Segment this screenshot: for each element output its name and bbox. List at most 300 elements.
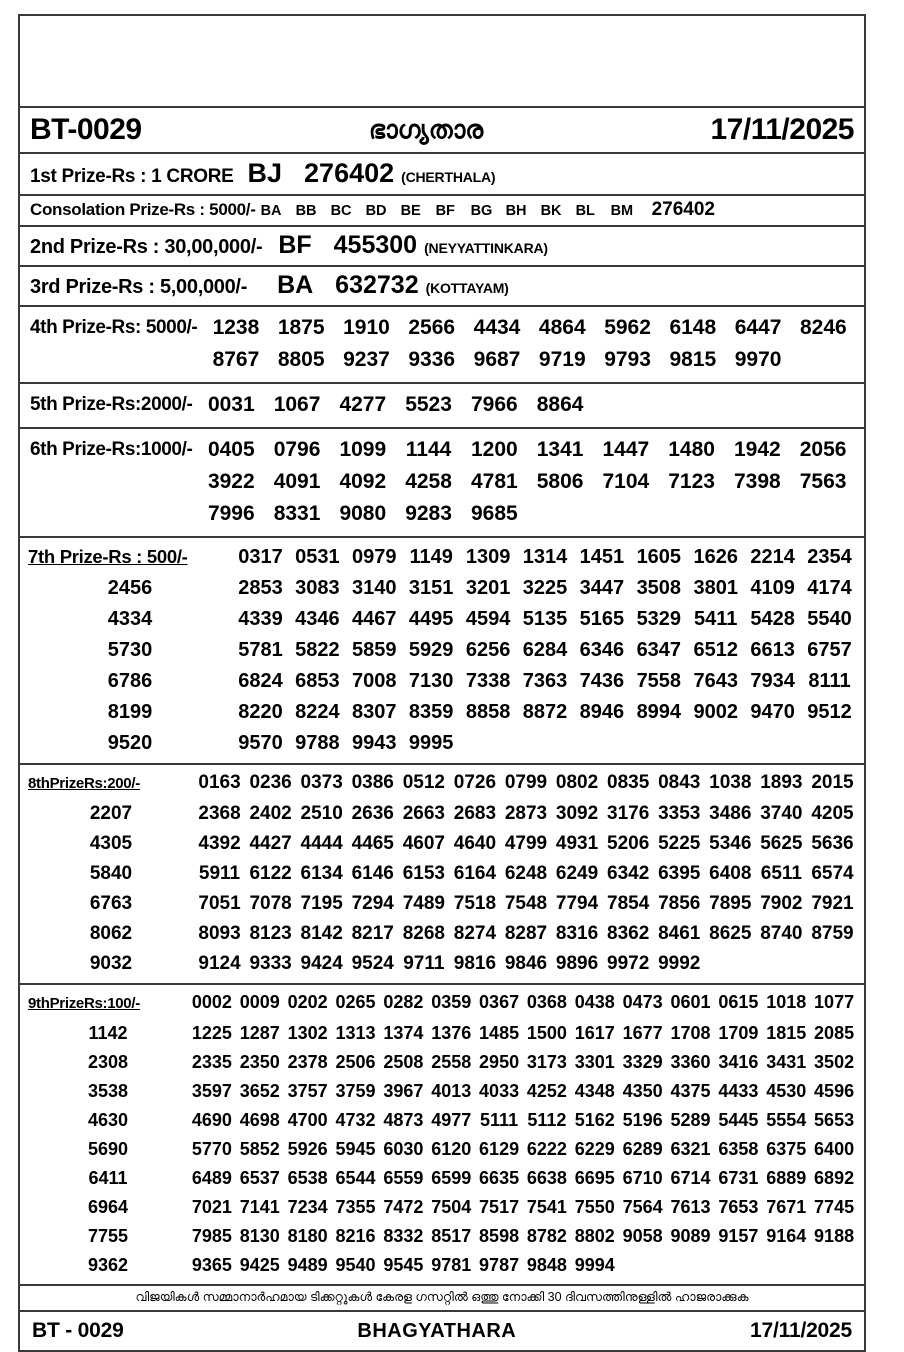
prize-number: 3151 bbox=[408, 577, 454, 599]
third-prize-label: 3rd Prize-Rs : 5,00,000/- bbox=[30, 276, 248, 298]
prize-number: 3201 bbox=[465, 577, 511, 599]
prize-number: 1374 bbox=[383, 1023, 424, 1043]
prize-number: 2456 bbox=[107, 577, 153, 599]
second-prize-number: 455300 bbox=[333, 231, 418, 259]
prize-number: 7130 bbox=[408, 670, 454, 692]
prize-number: 4375 bbox=[670, 1081, 711, 1101]
prize-number: 5111 bbox=[480, 1110, 519, 1130]
prize-number: 6249 bbox=[555, 863, 599, 884]
prize-number: 1144 bbox=[405, 438, 452, 461]
prize-number: 7558 bbox=[636, 670, 682, 692]
consolation-series-code: BE bbox=[400, 203, 421, 219]
prize-number: 9283 bbox=[405, 502, 452, 525]
prize-number: 7854 bbox=[607, 893, 650, 914]
document-footer bbox=[20, 1312, 864, 1350]
prize-number: 8759 bbox=[811, 923, 854, 944]
prize-number: 9333 bbox=[249, 953, 292, 974]
prize-number: 4433 bbox=[718, 1081, 759, 1101]
document-header bbox=[20, 108, 864, 154]
prize-number: 8123 bbox=[249, 923, 292, 944]
prize-number: 3757 bbox=[287, 1081, 328, 1101]
prize-number: 3486 bbox=[709, 803, 752, 824]
prize-number: 5625 bbox=[760, 833, 803, 854]
prize-number: 9424 bbox=[300, 953, 343, 974]
prize-number: 6222 bbox=[526, 1139, 567, 1159]
prize-number: 9846 bbox=[504, 953, 548, 974]
prize-number: 3538 bbox=[87, 1081, 129, 1101]
claim-note: വിജയികൾ സമ്മാനാർഹമായ ടിക്കറ്റുകൾ കേരള ഗസറ്റിൽ ഒത്തു നോക്കി 30 ദിവസത്തിനുള്ളിൽ ഹാജരാക്കുക bbox=[20, 1286, 864, 1312]
prize-number: 6030 bbox=[383, 1139, 424, 1159]
prize-number: 5554 bbox=[766, 1110, 807, 1130]
prize-number: 4640 bbox=[453, 833, 497, 854]
prize-number: 1149 bbox=[409, 546, 453, 568]
prize-number: 6289 bbox=[622, 1139, 663, 1159]
prize-number: 2950 bbox=[479, 1052, 520, 1072]
prize-number: 4495 bbox=[408, 608, 454, 630]
prize-number: 0843 bbox=[658, 772, 701, 793]
prize-number: 7643 bbox=[693, 670, 738, 692]
prize-number: 1626 bbox=[693, 546, 738, 568]
prize-number: 4931 bbox=[555, 833, 599, 854]
prize-number: 6395 bbox=[658, 863, 701, 884]
draw-date: 17/11/2025 bbox=[710, 113, 854, 146]
prize-number: 0236 bbox=[249, 772, 292, 793]
prize-number: 8307 bbox=[352, 701, 397, 723]
prize-number: 0373 bbox=[300, 772, 343, 793]
prize-number: 0726 bbox=[453, 772, 497, 793]
prize-number: 4013 bbox=[431, 1081, 472, 1101]
prize-number: 6763 bbox=[89, 893, 133, 914]
fourth-prize-label: 4th Prize-Rs: 5000/- bbox=[30, 317, 198, 338]
prize-number: 1341 bbox=[536, 438, 584, 461]
prize-number: 7745 bbox=[814, 1197, 855, 1217]
prize-number: 4465 bbox=[351, 833, 394, 854]
prize-number: 3353 bbox=[658, 803, 701, 824]
prize-number: 0002 bbox=[191, 992, 232, 1012]
prize-number: 0796 bbox=[273, 438, 321, 461]
prize-number: 3447 bbox=[579, 577, 625, 599]
prize-number: 9002 bbox=[693, 701, 738, 723]
prize-number: 6256 bbox=[465, 639, 511, 661]
prize-number: 4873 bbox=[383, 1110, 424, 1130]
prize-number: 7563 bbox=[799, 470, 847, 493]
prize-number: 1099 bbox=[339, 438, 387, 461]
prize-number: 4444 bbox=[300, 833, 343, 854]
prize-number: 5840 bbox=[89, 863, 133, 884]
prize-number: 1708 bbox=[670, 1023, 711, 1043]
prize-number: 6248 bbox=[504, 863, 548, 884]
prize-number: 2378 bbox=[287, 1052, 328, 1072]
prize-number: 7141 bbox=[239, 1197, 280, 1217]
prize-number: 4434 bbox=[473, 316, 521, 339]
prize-number: 2510 bbox=[300, 803, 343, 824]
prize-number: 5859 bbox=[352, 639, 397, 661]
prize-number: 9489 bbox=[287, 1255, 328, 1275]
prize-number: 1067 bbox=[273, 393, 321, 416]
prize-number: 7755 bbox=[87, 1226, 129, 1246]
prize-number: 5636 bbox=[811, 833, 854, 854]
prize-number: 4467 bbox=[352, 608, 397, 630]
prize-number: 8994 bbox=[636, 701, 682, 723]
prize-number: 4427 bbox=[249, 833, 292, 854]
prize-number: 3083 bbox=[295, 577, 340, 599]
consolation-series-code: BB bbox=[295, 203, 317, 219]
prize-number: 4392 bbox=[198, 833, 241, 854]
prize-number: 6731 bbox=[718, 1168, 759, 1188]
prize-number: 6714 bbox=[670, 1168, 711, 1188]
prize-number: 0531 bbox=[295, 546, 340, 568]
prize-number: 7472 bbox=[383, 1197, 424, 1217]
prize-number: 8268 bbox=[402, 923, 445, 944]
prize-number: 6599 bbox=[431, 1168, 472, 1188]
prize-number: 5770 bbox=[191, 1139, 232, 1159]
prize-number: 4799 bbox=[504, 833, 548, 854]
prize-number: 5112 bbox=[527, 1110, 567, 1130]
prize-number: 5206 bbox=[607, 833, 650, 854]
prize-number: 0835 bbox=[607, 772, 650, 793]
consolation-series-code: BH bbox=[505, 203, 527, 219]
prize-number: 3092 bbox=[555, 803, 599, 824]
prize-number: 1287 bbox=[239, 1023, 280, 1043]
prize-number: 4346 bbox=[295, 608, 340, 630]
prize-number: 3416 bbox=[718, 1052, 759, 1072]
prize-number: 9520 bbox=[107, 732, 153, 754]
prize-number: 2207 bbox=[89, 803, 133, 824]
fifth-prize-label: 5th Prize-Rs:2000/- bbox=[30, 394, 193, 415]
second-prize-row bbox=[20, 227, 864, 267]
prize-number: 4339 bbox=[238, 608, 283, 630]
prize-number: 1313 bbox=[335, 1023, 376, 1043]
prize-number: 2214 bbox=[750, 546, 795, 568]
prize-number: 6512 bbox=[693, 639, 738, 661]
prize-number: 7856 bbox=[658, 893, 701, 914]
prize-number: 5540 bbox=[807, 608, 852, 630]
third-prize-series: BA bbox=[277, 271, 314, 299]
prize-number: 1815 bbox=[766, 1023, 807, 1043]
consolation-prize-label: Consolation Prize-Rs : 5000/- bbox=[30, 200, 256, 219]
prize-number: 4690 bbox=[191, 1110, 232, 1130]
prize-number: 2663 bbox=[402, 803, 445, 824]
prize-number: 0601 bbox=[670, 992, 711, 1012]
prize-number: 4305 bbox=[89, 833, 133, 854]
prize-number: 5445 bbox=[718, 1110, 759, 1130]
prize-number: 7104 bbox=[602, 470, 650, 493]
prize-number: 8093 bbox=[198, 923, 241, 944]
prize-number: 4258 bbox=[405, 470, 452, 493]
prize-number: 6537 bbox=[239, 1168, 280, 1188]
prize-number: 9089 bbox=[670, 1226, 711, 1246]
prize-number: 1709 bbox=[718, 1023, 759, 1043]
prize-number: 2566 bbox=[408, 316, 456, 339]
prize-number: 2853 bbox=[238, 577, 283, 599]
prize-number: 3740 bbox=[760, 803, 803, 824]
prize-number: 5225 bbox=[658, 833, 701, 854]
prize-number: 4781 bbox=[470, 470, 518, 493]
prize-number: 6120 bbox=[431, 1139, 472, 1159]
prize-number: 8802 bbox=[574, 1226, 615, 1246]
prize-number: 0615 bbox=[718, 992, 759, 1012]
prize-number: 8946 bbox=[579, 701, 625, 723]
prize-number: 6544 bbox=[335, 1168, 376, 1188]
prize-number: 3801 bbox=[693, 577, 738, 599]
prize-number: 4596 bbox=[814, 1081, 855, 1101]
prize-number: 0009 bbox=[239, 992, 280, 1012]
prize-number: 5822 bbox=[295, 639, 340, 661]
ninth-prize-row bbox=[20, 985, 864, 1286]
prize-number: 4700 bbox=[287, 1110, 328, 1130]
prize-number: 7985 bbox=[191, 1226, 232, 1246]
prize-number: 8220 bbox=[238, 701, 283, 723]
prize-number: 6229 bbox=[574, 1139, 615, 1159]
prize-number: 6638 bbox=[526, 1168, 567, 1188]
first-prize-place: (CHERTHALA) bbox=[401, 169, 496, 185]
prize-number: 6489 bbox=[191, 1168, 232, 1188]
prize-number: 6284 bbox=[522, 639, 568, 661]
prize-number: 5929 bbox=[408, 639, 454, 661]
prize-number: 1605 bbox=[636, 546, 682, 568]
prize-number: 8111 bbox=[808, 670, 851, 692]
prize-number: 5165 bbox=[579, 608, 625, 630]
prize-number: 9540 bbox=[335, 1255, 376, 1275]
prize-number: 2873 bbox=[504, 803, 548, 824]
prize-number: 1077 bbox=[814, 992, 855, 1012]
prize-number: 4205 bbox=[811, 803, 854, 824]
prize-number: 9685 bbox=[470, 502, 518, 525]
fourth-prize-numbers bbox=[203, 312, 856, 376]
prize-number: 9787 bbox=[479, 1255, 520, 1275]
prize-number: 5162 bbox=[574, 1110, 615, 1130]
prize-number: 7996 bbox=[207, 502, 255, 525]
prize-number: 4252 bbox=[526, 1081, 567, 1101]
prize-number: 8461 bbox=[658, 923, 701, 944]
prize-number: 5926 bbox=[287, 1139, 328, 1159]
prize-number: 0359 bbox=[431, 992, 472, 1012]
prize-number: 0512 bbox=[402, 772, 445, 793]
prize-number: 6635 bbox=[479, 1168, 520, 1188]
prize-number: 8199 bbox=[107, 701, 153, 723]
prize-number: 3329 bbox=[622, 1052, 663, 1072]
prize-number: 9362 bbox=[87, 1255, 129, 1275]
third-prize-number: 632732 bbox=[335, 271, 419, 299]
prize-number: 9365 bbox=[191, 1255, 232, 1275]
prize-number: 8805 bbox=[277, 348, 325, 371]
prize-number: 9687 bbox=[473, 348, 521, 371]
prize-number: 8872 bbox=[522, 701, 568, 723]
prize-number: 9336 bbox=[408, 348, 456, 371]
third-prize-place: (KOTTAYAM) bbox=[425, 280, 509, 296]
fifth-prize-numbers bbox=[198, 389, 856, 421]
prize-number: 3759 bbox=[335, 1081, 376, 1101]
prize-number: 2558 bbox=[431, 1052, 472, 1072]
prize-number: 7234 bbox=[287, 1197, 328, 1217]
consolation-series-code: BG bbox=[470, 203, 493, 219]
prize-number: 6757 bbox=[807, 639, 852, 661]
prize-number: 0367 bbox=[479, 992, 520, 1012]
prize-number: 7550 bbox=[574, 1197, 615, 1217]
prize-number: 3508 bbox=[636, 577, 682, 599]
seventh-prize-label: 7th Prize-Rs : 500/- bbox=[28, 546, 188, 567]
prize-number: 1485 bbox=[479, 1023, 520, 1043]
prize-number: 7363 bbox=[522, 670, 568, 692]
prize-number: 6559 bbox=[383, 1168, 424, 1188]
prize-number: 7934 bbox=[750, 670, 795, 692]
prize-number: 3225 bbox=[522, 577, 568, 599]
prize-number: 9994 bbox=[574, 1255, 615, 1275]
prize-number: 5911 bbox=[198, 863, 241, 884]
prize-number: 1376 bbox=[431, 1023, 472, 1043]
prize-number: 7008 bbox=[352, 670, 397, 692]
prize-number: 4698 bbox=[239, 1110, 280, 1130]
prize-number: 9032 bbox=[89, 953, 133, 974]
second-prize-series: BF bbox=[278, 231, 312, 259]
prize-number: 5329 bbox=[636, 608, 682, 630]
prize-number: 3502 bbox=[814, 1052, 855, 1072]
prize-number: 8062 bbox=[89, 923, 133, 944]
prize-number: 9512 bbox=[807, 701, 852, 723]
prize-number: 8864 bbox=[536, 393, 584, 416]
prize-number: 5852 bbox=[239, 1139, 280, 1159]
prize-number: 7653 bbox=[718, 1197, 759, 1217]
prize-number: 3967 bbox=[383, 1081, 424, 1101]
fifth-prize-row bbox=[20, 384, 864, 429]
sixth-prize-numbers bbox=[198, 434, 856, 530]
prize-number: 7436 bbox=[579, 670, 625, 692]
prize-number: 6574 bbox=[811, 863, 854, 884]
prize-number: 4864 bbox=[538, 316, 586, 339]
prize-number: 0317 bbox=[238, 546, 283, 568]
prize-number: 2350 bbox=[239, 1052, 280, 1072]
prize-number: 7541 bbox=[526, 1197, 567, 1217]
prize-number: 8740 bbox=[760, 923, 803, 944]
prize-number: 6347 bbox=[636, 639, 682, 661]
prize-number: 4033 bbox=[479, 1081, 520, 1101]
prize-number: 0799 bbox=[504, 772, 548, 793]
prize-number: 6375 bbox=[766, 1139, 807, 1159]
prize-number: 7517 bbox=[479, 1197, 520, 1217]
prize-number: 9848 bbox=[526, 1255, 567, 1275]
prize-number: 0405 bbox=[207, 438, 255, 461]
prize-number: 5962 bbox=[604, 316, 651, 339]
prize-number: 7078 bbox=[249, 893, 292, 914]
consolation-series-code: BK bbox=[540, 203, 562, 219]
prize-number: 4607 bbox=[402, 833, 445, 854]
prize-number: 6538 bbox=[287, 1168, 328, 1188]
prize-number: 6153 bbox=[402, 863, 445, 884]
prize-number: 6134 bbox=[300, 863, 343, 884]
prize-number: 5690 bbox=[87, 1139, 129, 1159]
prize-number: 6613 bbox=[750, 639, 795, 661]
prize-number: 9992 bbox=[658, 953, 701, 974]
prize-number: 0473 bbox=[622, 992, 663, 1012]
prize-number: 6889 bbox=[766, 1168, 807, 1188]
prize-number: 9545 bbox=[383, 1255, 424, 1275]
consolation-series-code: BC bbox=[330, 203, 352, 219]
prize-number: 4594 bbox=[465, 608, 511, 630]
prize-number: 9237 bbox=[343, 348, 390, 371]
prize-number: 1309 bbox=[465, 546, 511, 568]
prize-number: 8216 bbox=[335, 1226, 376, 1246]
prize-number: 5730 bbox=[107, 639, 153, 661]
blank-header-box bbox=[20, 16, 864, 108]
prize-number: 6346 bbox=[579, 639, 625, 661]
footer-draw-date: 17/11/2025 bbox=[750, 1319, 852, 1342]
prize-number: 6710 bbox=[622, 1168, 663, 1188]
consolation-series-list bbox=[261, 203, 646, 219]
prize-number: 3652 bbox=[239, 1081, 280, 1101]
consolation-series-code: BD bbox=[365, 203, 387, 219]
prize-number: 1018 bbox=[766, 992, 807, 1012]
prize-number: 3431 bbox=[766, 1052, 807, 1072]
first-prize-number: 276402 bbox=[304, 158, 395, 188]
prize-number: 8858 bbox=[465, 701, 511, 723]
prize-number: 2015 bbox=[811, 772, 854, 793]
prize-number: 9188 bbox=[814, 1226, 855, 1246]
prize-number: 2368 bbox=[198, 803, 241, 824]
prize-number: 1238 bbox=[212, 316, 260, 339]
prize-number: 1677 bbox=[622, 1023, 663, 1043]
prize-number: 5781 bbox=[238, 639, 283, 661]
prize-number: 5523 bbox=[405, 393, 452, 416]
prize-number: 9164 bbox=[766, 1226, 807, 1246]
prize-number: 8130 bbox=[239, 1226, 280, 1246]
prize-number: 0265 bbox=[335, 992, 376, 1012]
prize-number: 5135 bbox=[522, 608, 568, 630]
prize-number: 3173 bbox=[526, 1052, 567, 1072]
prize-number: 8332 bbox=[383, 1226, 424, 1246]
prize-number: 1480 bbox=[668, 438, 715, 461]
prize-number: 5428 bbox=[750, 608, 795, 630]
prize-number: 1893 bbox=[760, 772, 803, 793]
first-prize-label: 1st Prize-Rs : 1 CRORE bbox=[30, 166, 234, 187]
prize-number: 6411 bbox=[88, 1168, 128, 1188]
lottery-title-malayalam: ഭാഗ്യതാര bbox=[368, 115, 484, 144]
first-prize-series: BJ bbox=[247, 158, 283, 188]
ticket-code: BT-0029 bbox=[30, 113, 142, 146]
prize-number: 6824 bbox=[238, 670, 283, 692]
prize-number: 4334 bbox=[107, 608, 153, 630]
prize-number: 0386 bbox=[351, 772, 394, 793]
prize-number: 2508 bbox=[383, 1052, 424, 1072]
footer-ticket-code: BT - 0029 bbox=[32, 1319, 124, 1342]
ninth-prize-label: 9thPrizeRs:100/- bbox=[28, 995, 140, 1012]
prize-number: 6400 bbox=[814, 1139, 855, 1159]
prize-number: 8142 bbox=[300, 923, 343, 944]
prize-number: 6129 bbox=[479, 1139, 520, 1159]
prize-number: 7021 bbox=[191, 1197, 232, 1217]
prize-number: 8362 bbox=[607, 923, 650, 944]
prize-number: 7966 bbox=[470, 393, 518, 416]
consolation-series-code: BA bbox=[260, 203, 282, 219]
prize-number: 7294 bbox=[351, 893, 394, 914]
eighth-prize-label: 8thPrizeRs:200/- bbox=[28, 775, 140, 792]
first-prize-row bbox=[20, 154, 864, 196]
prize-number: 6342 bbox=[607, 863, 650, 884]
sixth-prize-row bbox=[20, 429, 864, 538]
prize-number: 0438 bbox=[574, 992, 615, 1012]
prize-number: 8517 bbox=[431, 1226, 472, 1246]
prize-number: 2308 bbox=[87, 1052, 129, 1072]
prize-number: 9058 bbox=[622, 1226, 663, 1246]
prize-number: 3301 bbox=[574, 1052, 615, 1072]
prize-number: 1875 bbox=[277, 316, 325, 339]
prize-number: 6447 bbox=[734, 316, 782, 339]
prize-number: 5196 bbox=[622, 1110, 663, 1130]
prize-number: 7921 bbox=[811, 893, 854, 914]
prize-number: 5653 bbox=[814, 1110, 855, 1130]
second-prize-place: (NEYYATTINKARA) bbox=[424, 240, 548, 256]
prize-number: 2085 bbox=[814, 1023, 855, 1043]
prize-number: 8625 bbox=[709, 923, 752, 944]
